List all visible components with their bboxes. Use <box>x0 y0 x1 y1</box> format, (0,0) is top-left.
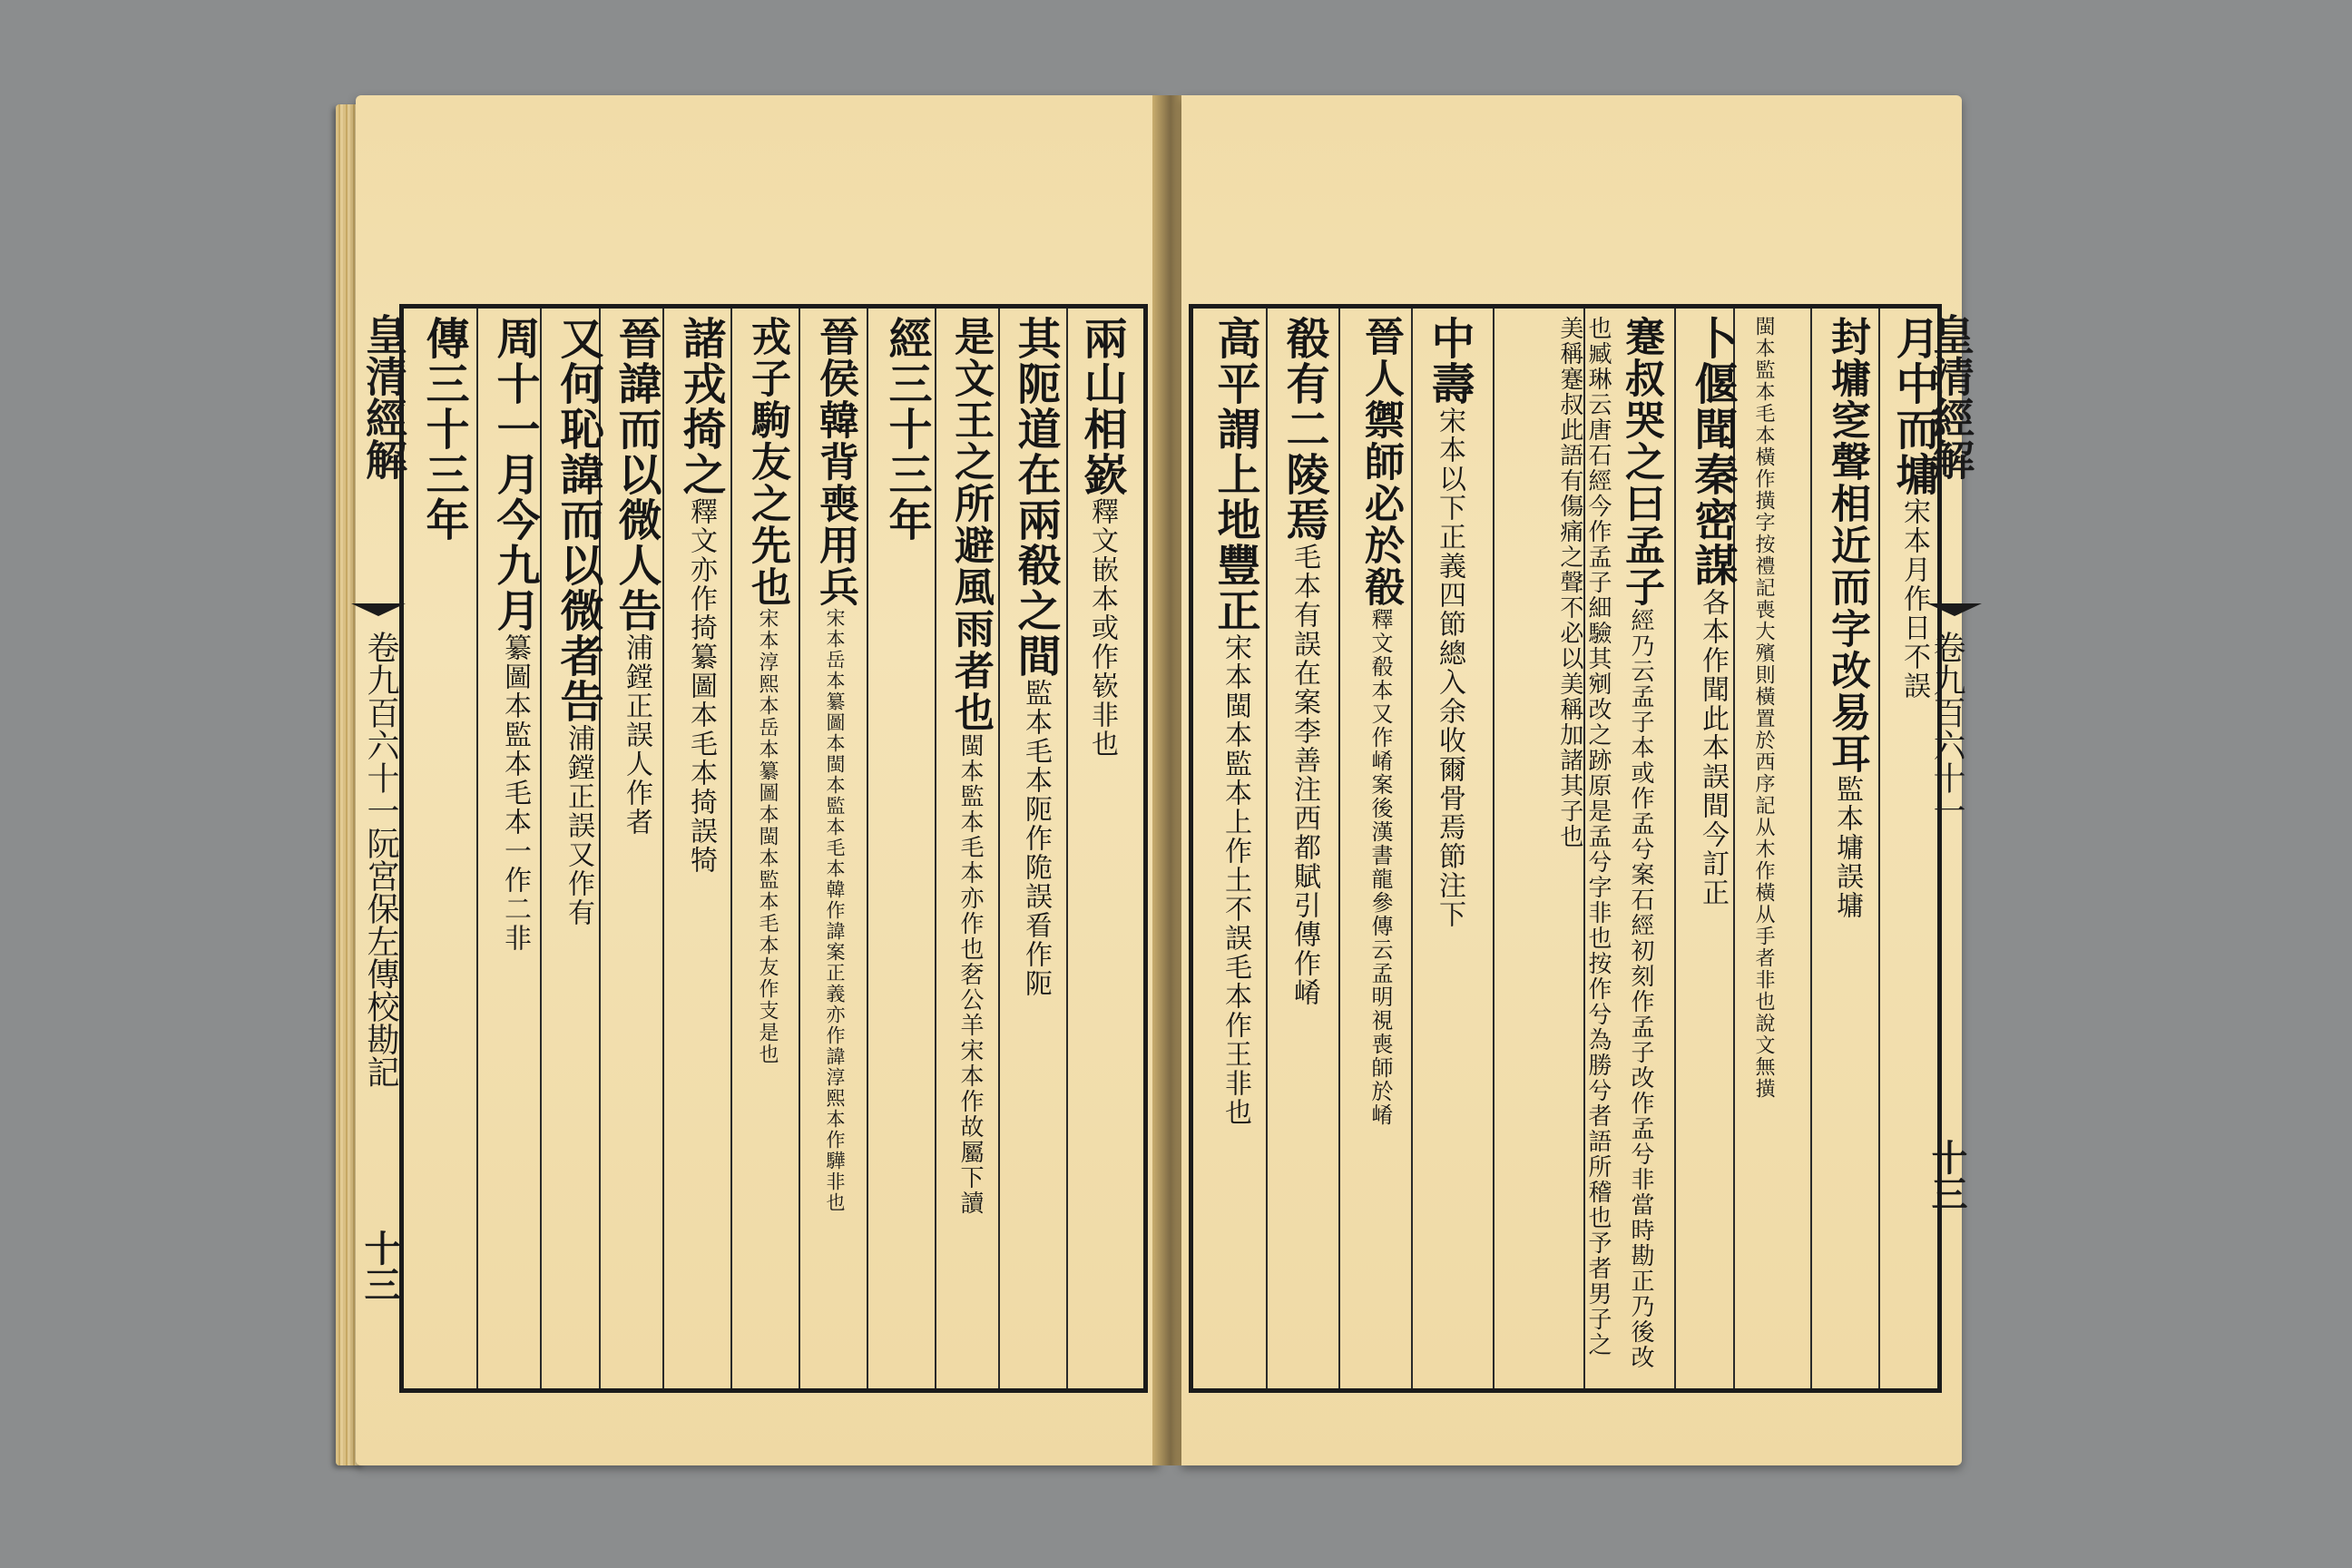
right-column-7: 晉人禦師必於殽釋文殽本又作崤案後漢書龍參傳云孟明視喪師於崤 <box>1357 316 1404 1127</box>
left-column-4: 經三十三年 <box>881 316 932 543</box>
fish-tail-mark <box>351 603 406 616</box>
right-column-5: 蹇叔哭之曰孟子經乃云孟子本或作孟兮案石經初刻作孟子改作孟兮非當時勘正乃後改也臧琳云唐石經今作孟子細驗其剜改之跡原是孟兮字非也按作兮為勝兮者語所稽也予者男子之美稱蹇叔此語有傷痛之聲不必以美稱加諸其子也 <box>1555 316 1664 1370</box>
right-column-6: 中壽宋本以下正義四節總入余收爾骨焉節注下 <box>1424 316 1475 929</box>
left-column-1: 兩山相嶔釋文嵌本或作嵚非也 <box>1076 316 1127 759</box>
right-column-1: 月中而墉宋本月作日不誤 <box>1888 316 1939 701</box>
right-column-3: 閩本監本毛本橫作撗字按禮記喪大殯則橫置於西序記从木作橫从手者非也說文無撗 <box>1752 316 1775 1100</box>
margin-title-right: 皇清經解 <box>1926 313 1975 480</box>
margin-folio-right: 十三 <box>1926 1139 1968 1211</box>
left-column-2: 其阨道在兩殽之間監本毛本阨作陒誤㸔作阨 <box>1010 316 1061 998</box>
right-text-frame <box>1189 304 1942 1393</box>
left-text-frame <box>399 304 1148 1393</box>
left-column-5: 晉侯韓背喪用兵宋本岳本纂圖本閩本監本毛本韓作諱案正義亦作諱淳熙本作驊非也 <box>812 316 858 1213</box>
margin-folio: 十三 <box>358 1230 401 1302</box>
right-column-8: 殽有二陵焉毛本有誤在案李善注西都賦引傳作崤 <box>1279 316 1329 1007</box>
left-column-3: 是文王之所避風雨者也閩本監本毛本亦作也㚚公羊宋本作故屬下讀 <box>947 316 994 1216</box>
margin-title: 皇清經解 <box>359 313 408 480</box>
left-column-9: 又何恥諱而以微者告浦鏜正誤又作有 <box>553 316 603 927</box>
right-column-2: 封墉窆聲相近而字改易耳監本墉誤墉 <box>1824 316 1870 920</box>
left-column-8: 晉諱而以微人告浦鏜正誤人作者 <box>611 316 662 837</box>
right-column-9: 高平謂上地豐正宋本閩本監本上作土不誤毛本作王非也 <box>1210 316 1260 1127</box>
margin-volume: 卷九百六十一阮宮保左傳校勘記 <box>362 631 399 1088</box>
left-column-7: 諸戎掎之釋文亦作掎纂圖本毛本掎誤犄 <box>675 316 726 875</box>
open-book <box>336 95 1974 1475</box>
left-column-6: 戎子駒友之先也宋本淳熙本岳本纂圖本閩本監本毛本友作支是也 <box>744 316 790 1065</box>
right-column-4: 卜偃聞秦密謀各本作聞此本誤間今訂正 <box>1687 316 1738 907</box>
right-page <box>1181 95 1975 1465</box>
left-column-11: 傳三十三年 <box>418 316 469 543</box>
left-page <box>356 95 1159 1465</box>
margin-volume-right: 卷九百六十一 <box>1928 631 1965 827</box>
left-column-10: 周十一月今九月纂圖本監本毛本一作二非 <box>489 316 540 953</box>
